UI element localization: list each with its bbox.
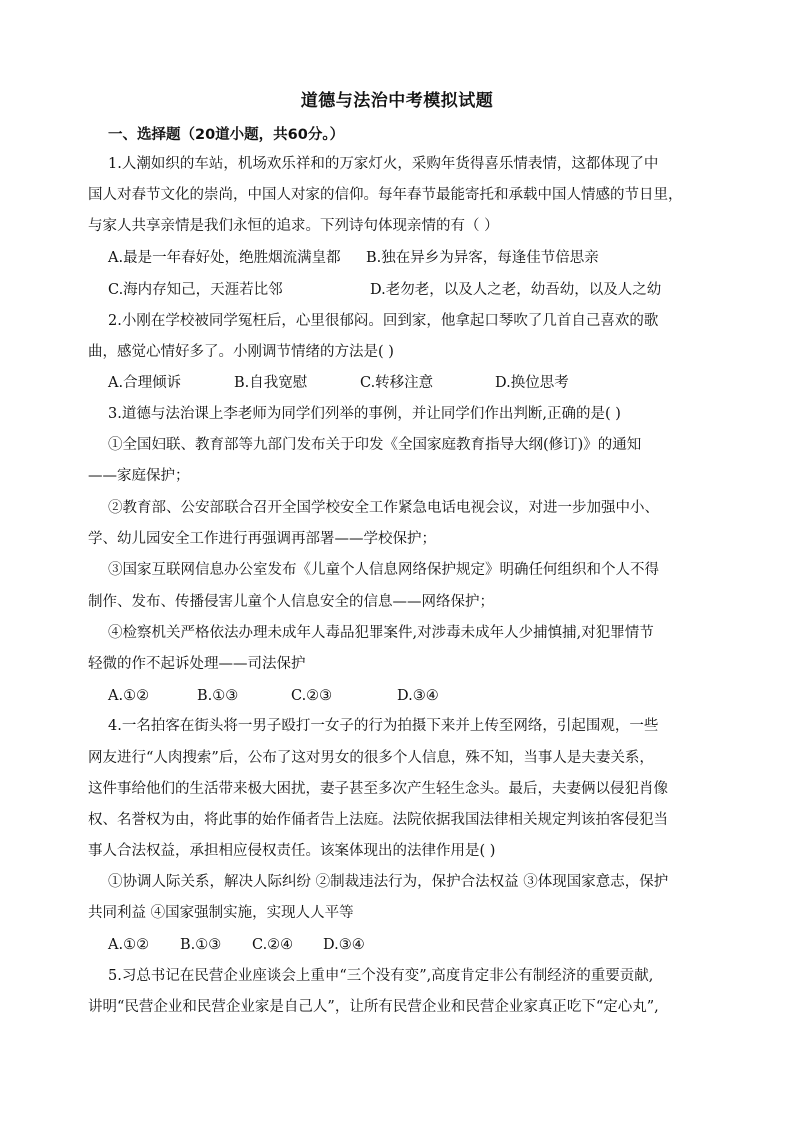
q2-option-b: B.自我宽慰 — [234, 375, 308, 391]
q3-line-3: ——家庭保护； — [88, 468, 190, 484]
q2-line-2: 曲，感觉心情好多了。小刚调节情绪的方法是( ) — [88, 344, 394, 360]
q1-line-1: 1.人潮如织的车站，机场欢乐祥和的万家灯火，采购年货得喜乐情表情，这都体现了中 — [108, 156, 659, 172]
q3-line-7: 制作、发布、传播侵害儿童个人信息安全的信息——网络保护； — [88, 594, 494, 610]
q4-line-7: 共同利益 ④国家强制实施，实现人人平等 — [88, 905, 354, 921]
q3-line-8: ④检察机关严格依法办理未成年人毒品犯罪案件,对涉毒未成年人少捕慎捕,对犯罪情节 — [108, 625, 654, 641]
q3-line-5: 学、幼儿园安全工作进行再强调再部署——学校保护； — [88, 531, 436, 547]
q4-option-d: D.③④ — [323, 937, 365, 953]
q3-line-9: 轻微的作不起诉处理——司法保护 — [88, 656, 306, 672]
q2-option-a: A.合理倾诉 — [108, 375, 182, 391]
q1-option-c: C.海内存知己，天涯若比邻 — [108, 282, 283, 298]
q5-line-1: 5.习总书记在民营企业座谈会上重申“三个没有变”,高度肯定非公有制经济的重要贡献, — [108, 968, 654, 984]
q4-line-5: 事人合法权益，承担相应侵权责任。该案体现出的法律作用是( ) — [88, 843, 496, 859]
section-heading: 一、选择题（20道小题，共60分。） — [108, 127, 345, 143]
q3-line-2: ①全国妇联、教育部等九部门发布关于印发《全国家庭教育指导大纲(修订)》的通知 — [108, 437, 642, 453]
q4-option-c: C.②④ — [252, 937, 294, 953]
q1-option-a: A.最是一年春好处，绝胜烟流满皇都 — [108, 250, 341, 266]
q3-option-c: C.②③ — [291, 688, 333, 704]
q2-option-c: C.转移注意 — [360, 375, 434, 391]
q1-line-3: 与家人共享亲情是我们永恒的追求。下列诗句体现亲情的有（ ） — [88, 218, 499, 234]
q4-line-3: 这件事给他们的生活带来极大困扰，妻子甚至多次产生轻生念头。最后，夫妻俩以侵犯肖像 — [88, 781, 668, 797]
q1-line-2: 国人对春节文化的崇尚，中国人对家的信仰。每年春节最能寄托和承载中国人情感的节日里， — [88, 187, 683, 203]
q3-option-a: A.①② — [108, 688, 150, 704]
page-title: 道德与法治中考模拟试题 — [300, 91, 494, 111]
q1-option-d: D.老勿老，以及人之老，幼吾幼，以及人之幼 — [370, 282, 662, 298]
q4-line-4: 权、名誉权为由，将此事的始作俑者告上法庭。法院依据我国法律相关规定判该拍客侵犯当 — [88, 812, 668, 828]
q4-option-a: A.①② — [108, 937, 150, 953]
q1-option-b: B.独在异乡为异客，每逢佳节倍思亲 — [366, 250, 599, 266]
q2-line-1: 2.小刚在学校被同学冤枉后，心里很郁闷。回到家，他拿起口琴吹了几首自己喜欢的歌 — [108, 313, 659, 329]
q3-line-1: 3.道德与法治课上李老师为同学们列举的事例，并让同学们作出判断,正确的是( ) — [108, 406, 621, 422]
q4-line-2: 网友进行“人肉搜索”后，公布了这对男女的很多个人信息，殊不知，当事人是夫妻关系， — [88, 750, 654, 766]
q3-line-6: ③国家互联网信息办公室发布《儿童个人信息网络保护规定》明确任何组织和个人不得 — [108, 562, 659, 578]
q4-option-b: B.①③ — [180, 937, 222, 953]
q3-option-b: B.①③ — [197, 688, 239, 704]
q3-line-4: ②教育部、公安部联合召开全国学校安全工作紧急电话电视会议，对进一步加强中小、 — [108, 500, 659, 516]
q2-option-d: D.换位思考 — [495, 375, 569, 391]
q3-option-d: D.③④ — [397, 688, 439, 704]
q5-line-2: 讲明“民营企业和民营企业家是自己人”，让所有民营企业和民营企业家真正吃下“定心丸”, — [88, 999, 659, 1015]
q4-line-6: ①协调人际关系，解决人际纠纷 ②制裁违法行为，保护合法权益 ③体现国家意志，保护 — [108, 874, 669, 890]
q4-line-1: 4.一名拍客在街头将一男子殴打一女子的行为拍摄下来并上传至网络，引起围观，一些 — [108, 718, 659, 734]
